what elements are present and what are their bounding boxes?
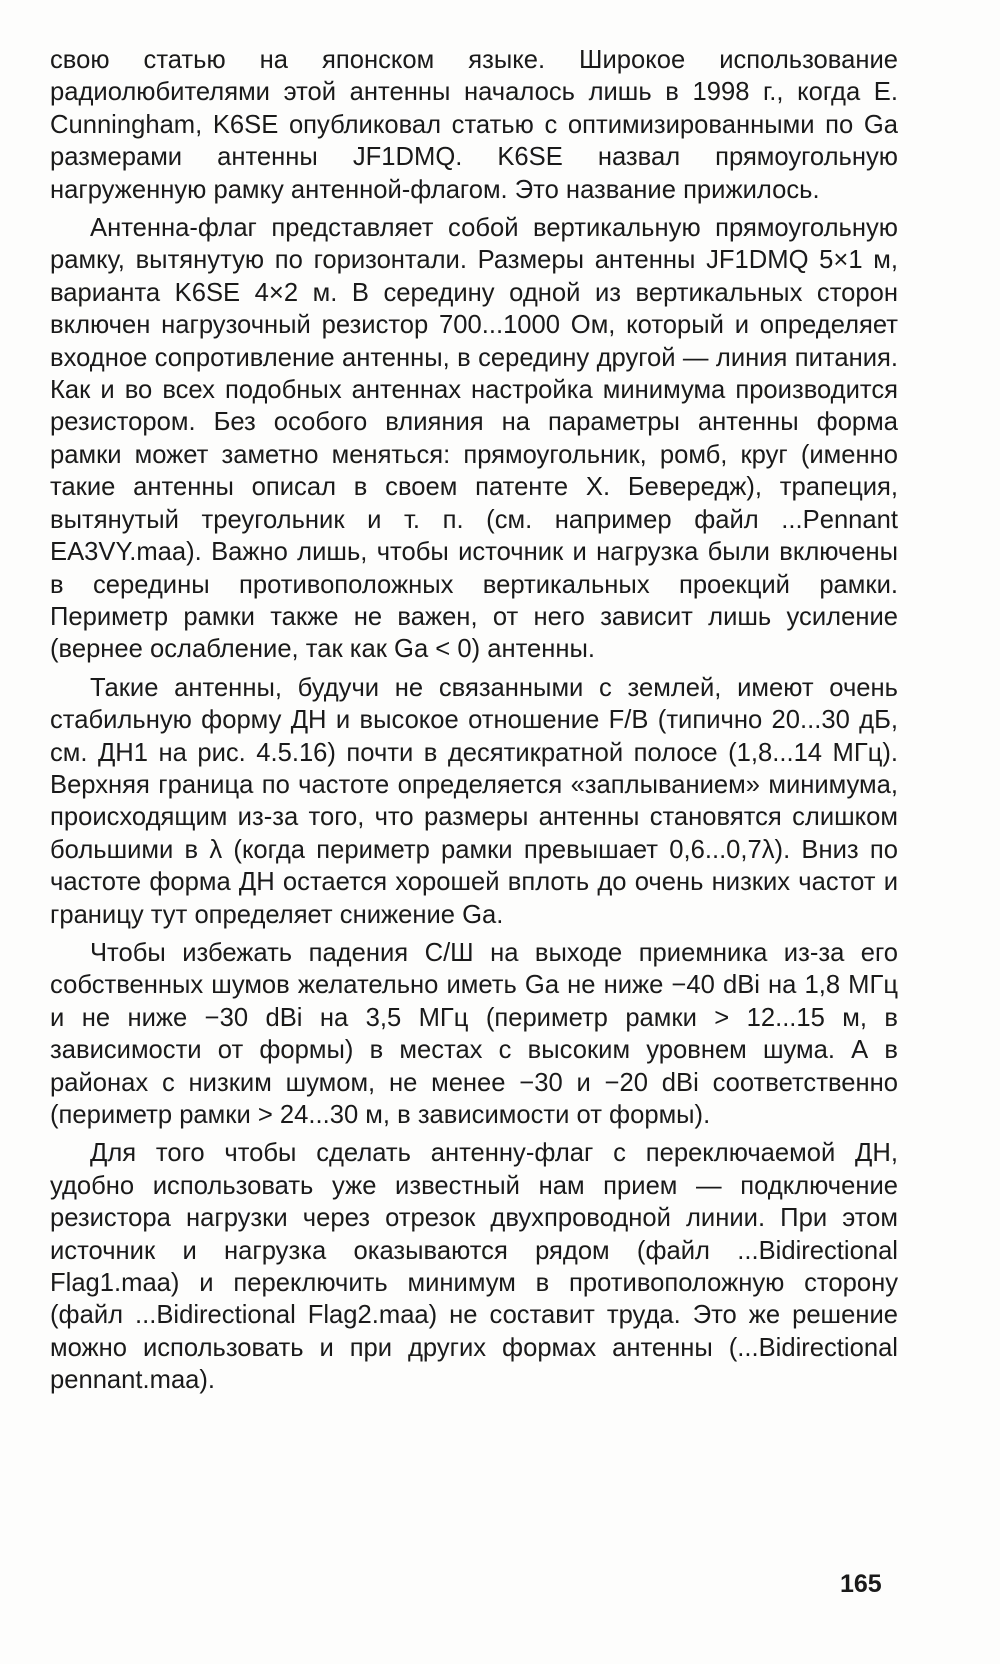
paragraph-continuation: свою статью на японском языке. Широкое использование радиолюбителями этой антенны началось лишь в 1998 г., когда E. Cunningham, K6SE опубликовал статью с оптимизированными по Ga размерами антенны JF1DMQ. K6SE назвал прямоугольную нагруженную рамку антенной-флагом. Это название прижилось. bbox=[50, 46, 898, 204]
paragraph-pattern-stability: Такие антенны, будучи не связанными с землей, имеют очень стабильную форму ДН и высокое отношение F/B (типично 20...30 дБ, см. ДН1 на рис. 4.5.16) почти в десятикратной полосе (1,8...14 МГц). Верхняя граница по частоте определяется «заплыванием» минимума, происходящим из-за того, что размеры антенны становятся слишком большими в λ (когда периметр рамки превышает 0,6...0,7λ). Вниз по частоте форма ДН остается хорошей вплоть до очень низких частот и границу тут определяет снижение Ga. bbox=[50, 673, 898, 929]
paragraph-switchable-pattern: Для того чтобы сделать антенну-флаг с переключаемой ДН, удобно использовать уже известный нам прием — подключение резистора нагрузки через отрезок двухпроводной линии. При этом источник и нагрузка оказываются рядом (файл ...Bidirectional Flag1.maa) и переключить минимум в противоположную сторону (файл ...Bidirectional Flag2.maa) не составит труда. Это же решение можно использовать и при других формах антенны (...Bidirectional pennant.maa). bbox=[50, 1139, 898, 1395]
page-number: 165 bbox=[840, 1570, 882, 1598]
paragraph-gain-requirements: Чтобы избежать падения С/Ш на выходе приемника из-за его собственных шумов желательно иметь Ga не ниже −40 dBi на 1,8 МГц и не ниже −30 dBi на 3,5 МГц (периметр рамки > 12...15 м, в зависимости от формы) в местах с высоким уровнем шума. А в районах с низким шумом, не менее −30 и −20 dBi соответственно (периметр рамки > 24...30 м, в зависимости от формы). bbox=[50, 938, 898, 1129]
paragraph-flag-antenna-description: Антенна-флаг представляет собой вертикальную прямоугольную рамку, вытянутую по горизонтали. Размеры антенны JF1DMQ 5×1 м, варианта K6SE 4×2 м. В середину одной из вертикальных сторон включен нагрузочный резистор 700...1000 Ом, который и определяет входное сопротивление антенны, в середину другой — линия питания. Как и во всех подобных антеннах настройка минимума производится резистором. Без особого влияния на параметры антенны форма рамки может заметно меняться: прямоугольник, ромб, круг (именно такие антенны описал в своем патенте Х. Бевередж), трапеция, вытянутый треугольник и т. п. (см. например файл ...Pennant EA3VY.maa). Важно лишь, чтобы источник и нагрузка были включены в середины противоположных вертикальных проекций рамки. Периметр рамки также не важен, от него зависит лишь усиление (вернее ослабление, так как Ga < 0) антенны. bbox=[50, 214, 898, 664]
body-text bbox=[50, 44, 898, 1403]
